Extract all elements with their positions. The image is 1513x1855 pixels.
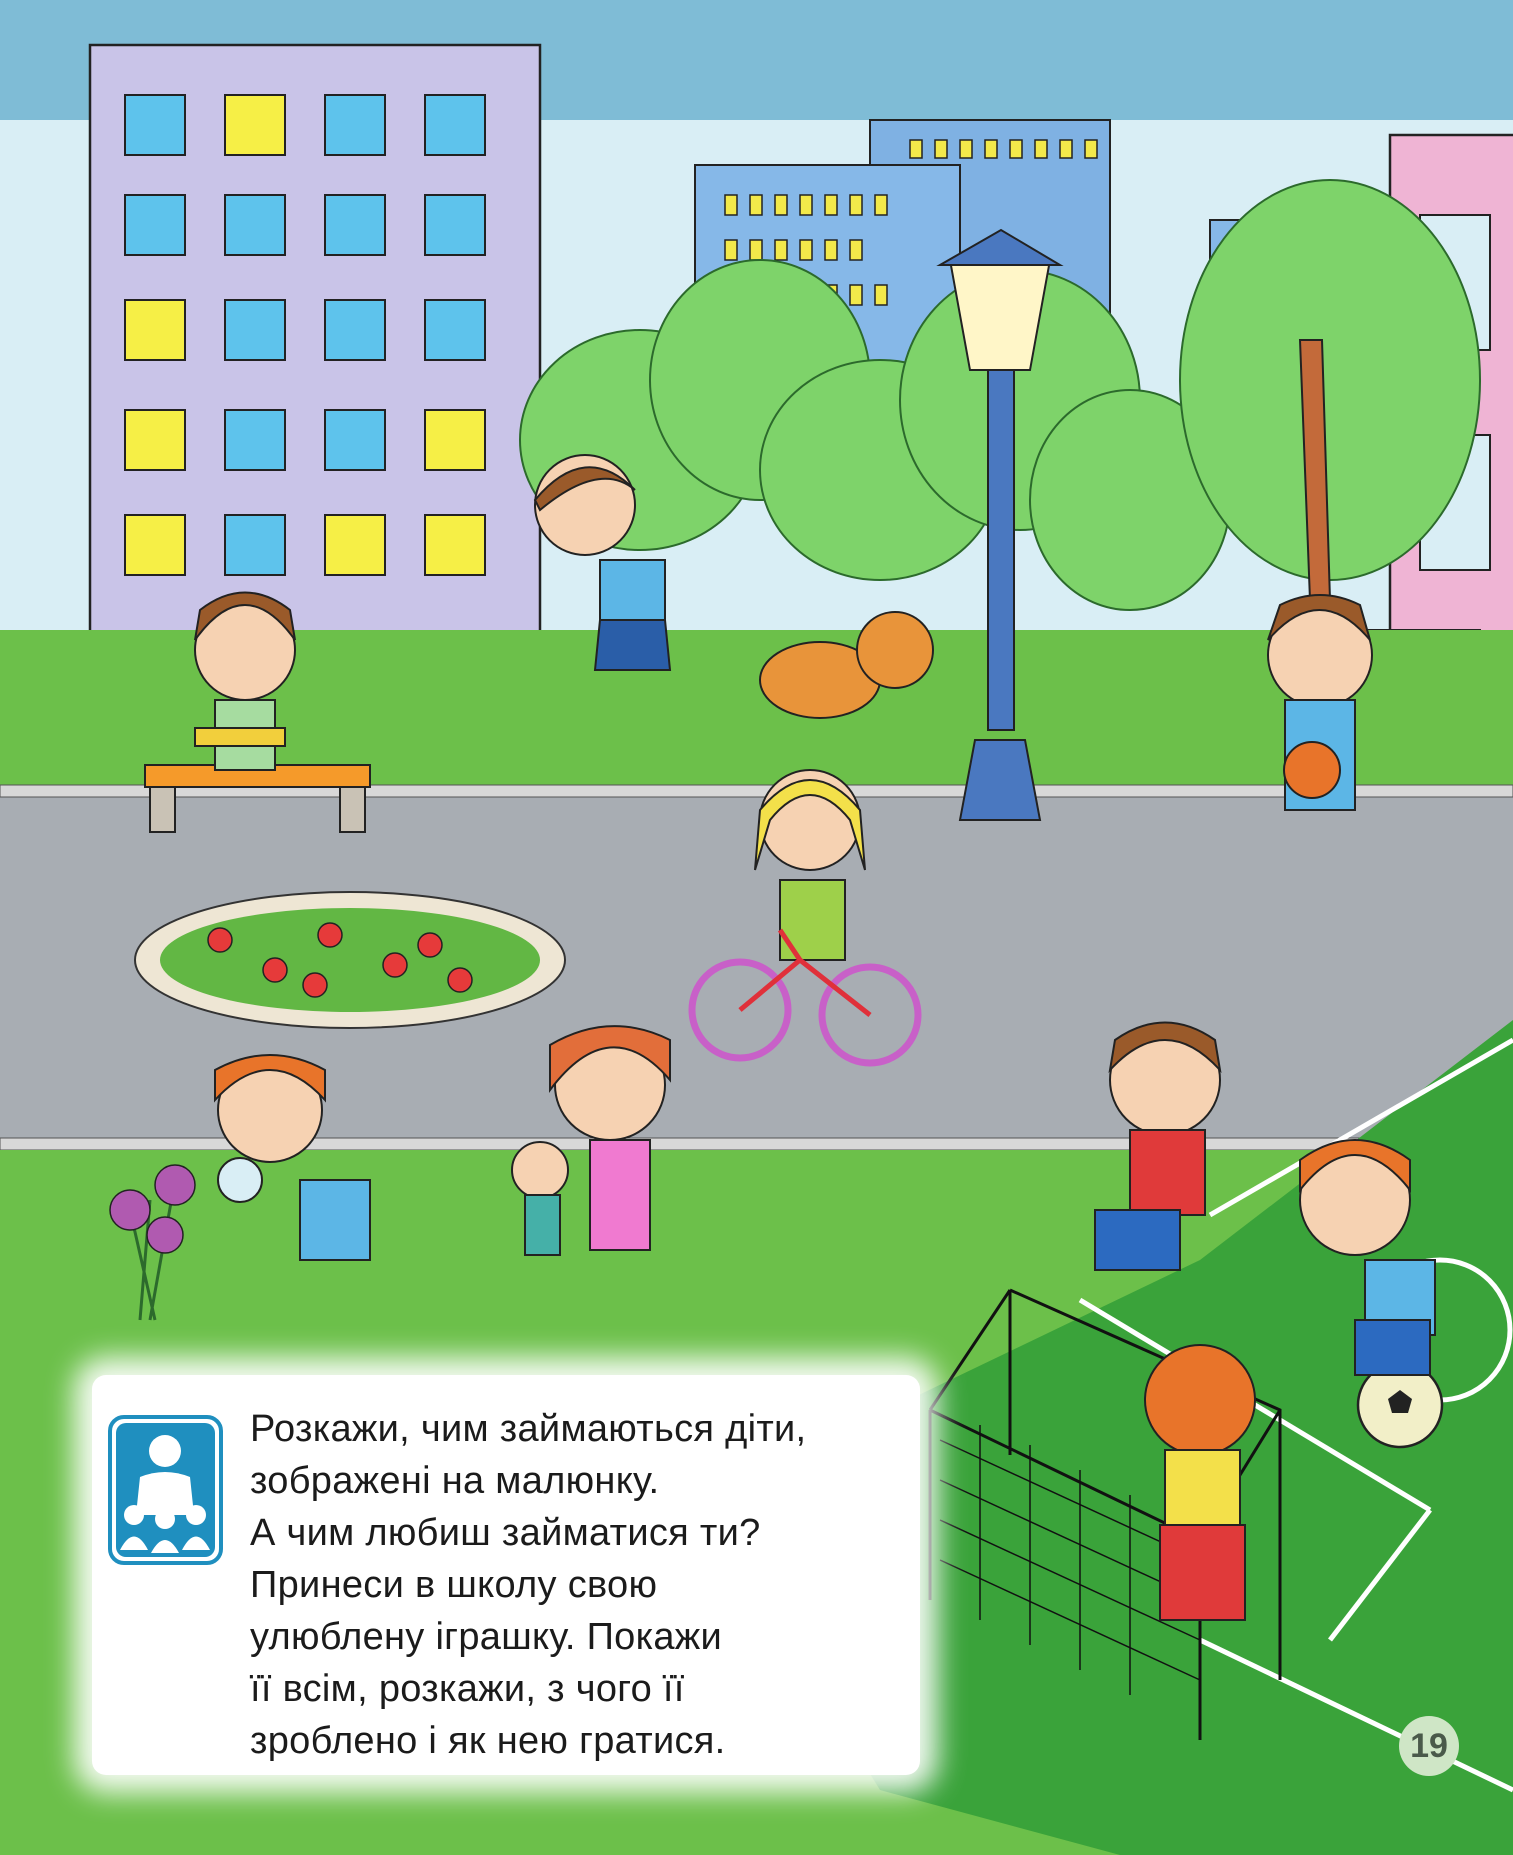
bench-leg-right: [340, 787, 365, 832]
task-card: [92, 1375, 920, 1775]
task-text-line: зображені на малюнку.: [250, 1460, 660, 1502]
bench-leg-left: [150, 787, 175, 832]
page-number: 19: [1399, 1716, 1459, 1776]
task-text-line: Розкажи, чим займаються діти,: [250, 1408, 807, 1450]
flower-bed-grass: [160, 908, 540, 1012]
girl-reading-on-bench: [195, 593, 295, 771]
task-text-line: А чим любиш займатися ти?: [250, 1512, 761, 1554]
task-text-line: її всім, розкажи, з чого її: [250, 1668, 685, 1710]
task-text-line: улюблену іграшку. Покажи: [250, 1616, 723, 1658]
task-text-line: Принеси в школу свою: [250, 1564, 658, 1606]
teacher-with-children-icon: [108, 1415, 223, 1565]
task-text-line: зроблено і як нею гратися.: [250, 1720, 726, 1762]
task-text: [250, 1403, 900, 1767]
